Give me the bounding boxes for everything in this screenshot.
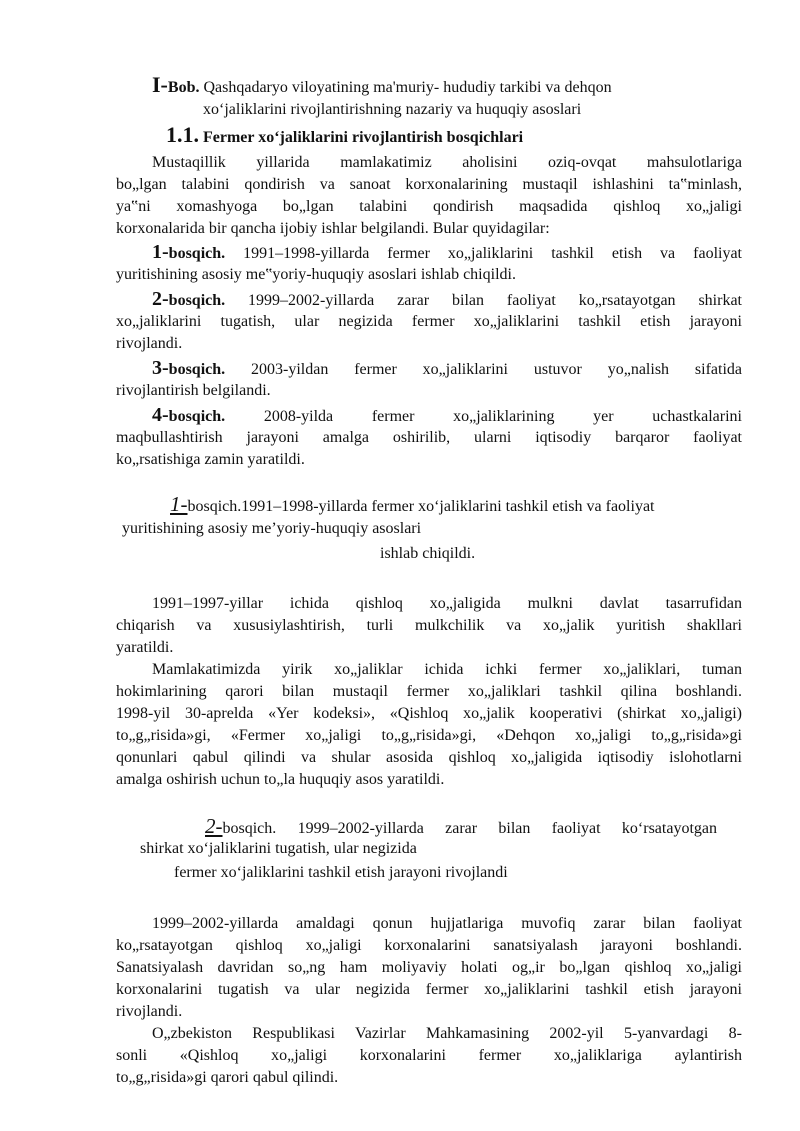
intro-line: bo„lgan talabini qondirish va sanoat korxonalarining mustaqil ishlashini ta‟minlash, [116, 176, 742, 193]
paragraph-line: hokimlarining qarori bilan mustaqil fermer xo„jaliklari tashkil qilina boshlandi. [116, 683, 742, 700]
stage-text: 2008-yilda fermer xo„jaliklarining yer uchastkalarini [225, 408, 742, 425]
paragraph-line: 1999–2002-yillarda amaldagi qonun hujjatlariga muvofiq zarar bilan faoliyat [152, 915, 742, 932]
stage-number: 4- [152, 404, 169, 426]
stage-label: bosqich. [168, 292, 226, 309]
paragraph-line: yaratildi. [116, 639, 174, 656]
paragraph-line: 1998-yil 30-aprelda «Yer kodeksi», «Qishloq xo„jalik kooperativi (shirkat xo„jaligi) [116, 705, 742, 722]
stage-line [152, 288, 742, 312]
paragraph-line: O„zbekiston Respublikasi Vazirlar Mahkamasining 2002-yil 5-yanvardagi 8- [152, 1025, 742, 1042]
paragraph-line: sonli «Qishloq xo„jaligi korxonalarini fermer xo„jaliklariga aylantirish [116, 1047, 742, 1064]
stage-label: bosqich. [168, 408, 226, 425]
paragraph-line: qonunlari qabul qilindi va shular asosida qishloq xo„jaligida iqtisodiy islohotlarni [116, 749, 742, 766]
chapter-prefix: I- [152, 72, 168, 97]
stage-text: 1991–1998-yillarda fermer xo„jaliklarini tashkil etish va faoliyat [225, 245, 742, 262]
stage-number: 2- [152, 288, 169, 310]
chapter-title-line1 [152, 74, 712, 99]
paragraph-line: Sanatsiyalash davridan so„ng ham moliyaviy holati og„ir bo„lgan qishloq xo„jaligi [116, 959, 742, 976]
subheading-1-line3: ishlab chiqildi. [380, 545, 476, 562]
stage-line [152, 404, 742, 428]
paragraph-line: to„g„risida»gi qarori qabul qilindi. [116, 1069, 339, 1086]
paragraph-line: to„g„risida»gi, «Fermer xo„jaligi to„g„risida»gi, «Dehqon xo„jaligi to„g„risida»gi [116, 727, 742, 744]
intro-line: korxonalarida bir qancha ijobiy ishlar belgilandi. Bular quyidagilar: [116, 220, 550, 237]
chapter-title-line2: xo‘jaliklarini rivojlantirishning nazariy va huquqiy asoslari [203, 101, 582, 118]
stage-line [152, 241, 742, 265]
stage-number: 1- [152, 241, 169, 263]
stage-text: 1999–2002-yillarda zarar bilan faoliyat ko„rsatayotgan shirkat [225, 292, 742, 309]
paragraph-line: ko„rsatayotgan qishloq xo„jaligi korxonalarini sanatsiyalash jarayoni boshlandi. [116, 937, 742, 954]
paragraph-line: Mamlakatimizda yirik xo„jaliklar ichida ichki fermer xo„jaliklari, tuman [152, 661, 742, 678]
paragraph-line: rivojlandi. [116, 1003, 183, 1020]
stage-number: 3- [152, 357, 169, 379]
intro-line: Mustaqillik yillarida mamlakatimiz aholisini oziq-ovqat mahsulotlariga [152, 154, 742, 171]
stage-line: rivojlantirish belgilandi. [116, 382, 271, 399]
stage-text: 2003-yildan fermer xo„jaliklarini ustuvor yo„nalish sifatida [225, 361, 742, 378]
subheading-1-line2: yuritishining asosiy me’yoriy-huquqiy asoslari [122, 520, 422, 537]
section-title-text: Fermer xo‘jaliklarini rivojlantirish bosqichlari [199, 129, 524, 146]
stage-line: rivojlandi. [116, 335, 183, 352]
paragraph-line: amalga oshirish uchun to„la huquqiy asos yaratildi. [116, 771, 445, 788]
subheading-2-line1 [205, 815, 717, 840]
subheading-2-line3: fermer xo‘jaliklarini tashkil etish jarayoni rivojlandi [174, 864, 508, 881]
paragraph-line: 1991–1997-yillar ichida qishloq xo„jaligida mulkni davlat tasarrufidan [152, 595, 742, 612]
subheading-text: bosqich.1991–1998-yillarda fermer xo‘jaliklarini tashkil etish va faoliyat [187, 498, 655, 515]
stage-line: yuritishining asosiy me‟yoriy-huquqiy asoslari ishlab chiqildi. [116, 266, 516, 283]
paragraph-line: korxonalarini tugatish va ular negizida fermer xo„jaliklarini tashkil etish jarayoni [116, 981, 742, 998]
stage-line: xo„jaliklarini tugatish, ular negizida fermer xo„jaliklarini tashkil etish jarayoni [116, 313, 742, 330]
subheading-number: 1- [170, 492, 188, 516]
intro-line: ya‟ni xomashyoga bo„lgan talabini qondirish maqsadida qishloq xo„jaligi [116, 198, 742, 215]
subheading-1-line1 [170, 493, 742, 518]
stage-line [152, 357, 742, 381]
section-number: 1.1. [166, 122, 199, 147]
subheading-2-line2: shirkat xo‘jaliklarini tugatish, ular negizida [140, 840, 417, 857]
chapter-label: Bob. [167, 79, 200, 96]
stage-line: ko„rsatishiga zamin yaratildi. [116, 451, 305, 468]
subheading-text: bosqich. 1999–2002-yillarda zarar bilan faoliyat ko‘rsatayotgan [222, 820, 717, 837]
stage-label: bosqich. [168, 361, 226, 378]
stage-label: bosqich. [168, 245, 226, 262]
chapter-title-text: Qashqadaryo viloyatining ma'muriy- hududiy tarkibi va dehqon [199, 79, 612, 96]
section-title [166, 124, 666, 149]
stage-line: maqbullashtirish jarayoni amalga oshirilib, ularni iqtisodiy barqaror faoliyat [116, 429, 742, 446]
subheading-number: 2- [205, 814, 223, 838]
paragraph-line: chiqarish va xususiylashtirish, turli mulkchilik va xo„jalik yuritish shakllari [116, 617, 742, 634]
